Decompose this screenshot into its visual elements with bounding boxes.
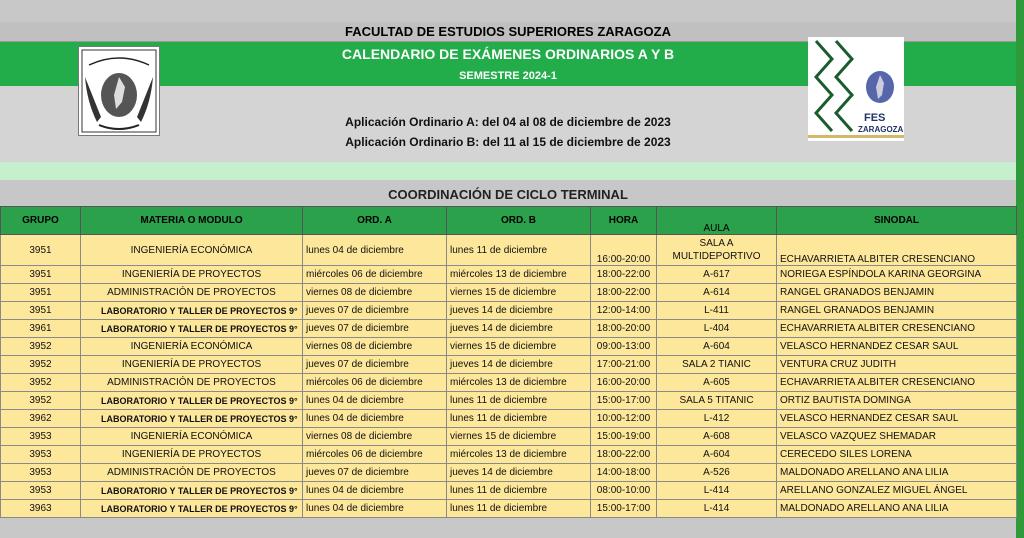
coordination-title: COORDINACIÓN DE CICLO TERMINAL [0,183,1016,205]
cell-sinodal[interactable]: ARELLANO GONZALEZ MIGUEL ÁNGEL [777,482,1017,500]
cell-ord-b[interactable]: viernes 15 de diciembre [447,338,591,356]
cell-aula[interactable]: A-604 [657,446,777,464]
cell-hora[interactable]: 15:00-19:00 [591,428,657,446]
cell-grupo[interactable]: 3961 [1,320,81,338]
cell-sinodal[interactable]: VELASCO HERNANDEZ CESAR SAUL [777,338,1017,356]
cell-aula[interactable]: A-526 [657,464,777,482]
cell-aula-line2: MULTIDEPORTIVO [672,251,761,262]
cell-ord-b[interactable]: jueves 14 de diciembre [447,320,591,338]
cell-hora[interactable]: 18:00-20:00 [591,320,657,338]
table-row [1,320,1017,338]
cell-hora[interactable]: 08:00-10:00 [591,482,657,500]
cell-materia[interactable]: INGENIERÍA DE PROYECTOS [81,356,303,374]
calendar-title: CALENDARIO DE EXÁMENES ORDINARIOS A Y B [0,42,1016,66]
table-row [1,428,1017,446]
cell-aula[interactable]: L-411 [657,302,777,320]
cell-ord-a[interactable]: jueves 07 de diciembre [303,356,447,374]
cell-hora[interactable]: 09:00-13:00 [591,338,657,356]
table-row [1,235,1017,266]
cell-ord-a[interactable]: lunes 04 de diciembre [303,235,447,266]
cell-aula[interactable]: A-614 [657,284,777,302]
cell-ord-b[interactable]: jueves 14 de diciembre [447,356,591,374]
cell-aula[interactable]: SALA 2 TIANIC [657,356,777,374]
cell-grupo[interactable]: 3951 [1,266,81,284]
cell-ord-b[interactable]: lunes 11 de diciembre [447,500,591,518]
cell-materia[interactable]: INGENIERÍA DE PROYECTOS [81,446,303,464]
col-sinodal: SINODAL [777,207,1017,235]
fes-text: FES [864,112,886,124]
cell-hora[interactable]: 17:00-21:00 [591,356,657,374]
cell-materia[interactable]: LABORATORIO Y TALLER DE PROYECTOS 9° [81,500,303,518]
cell-aula[interactable]: A-604 [657,338,777,356]
cell-sinodal[interactable]: MALDONADO ARELLANO ANA LILIA [777,464,1017,482]
cell-sinodal[interactable]: MALDONADO ARELLANO ANA LILIA [777,500,1017,518]
cell-hora[interactable]: 14:00-18:00 [591,464,657,482]
cell-grupo[interactable]: 3953 [1,428,81,446]
cell-aula[interactable]: L-412 [657,410,777,428]
cell-materia[interactable]: LABORATORIO Y TALLER DE PROYECTOS 9° [81,482,303,500]
exam-schedule-table [0,206,1017,518]
separator-band [0,162,1016,180]
cell-ord-a[interactable]: lunes 04 de diciembre [303,410,447,428]
cell-ord-b[interactable]: viernes 15 de diciembre [447,428,591,446]
col-ord-b: ORD. B [447,207,591,235]
cell-ord-a[interactable]: viernes 08 de diciembre [303,338,447,356]
cell-grupo[interactable]: 3951 [1,235,81,266]
table-row [1,356,1017,374]
application-a: Aplicación Ordinario A: del 04 al 08 de diciembre de 2023 [345,115,671,129]
table-row [1,284,1017,302]
table-row [1,464,1017,482]
cell-hora[interactable]: 16:00-20:00 [591,374,657,392]
cell-materia[interactable]: INGENIERÍA DE PROYECTOS [81,266,303,284]
cell-ord-b[interactable]: viernes 15 de diciembre [447,284,591,302]
cell-grupo[interactable]: 3951 [1,284,81,302]
cell-materia[interactable]: LABORATORIO Y TALLER DE PROYECTOS 9° [81,302,303,320]
cell-ord-b[interactable]: jueves 14 de diciembre [447,302,591,320]
cell-materia[interactable]: INGENIERÍA ECONÓMICA [81,235,303,266]
cell-sinodal[interactable]: RANGEL GRANADOS BENJAMIN [777,284,1017,302]
table-header-row [1,207,1017,235]
cell-aula[interactable]: SALA 5 TITANIC [657,392,777,410]
cell-hora[interactable]: 16:00-20:00 [591,235,657,266]
cell-materia[interactable]: ADMINISTRACIÓN DE PROYECTOS [81,464,303,482]
cell-ord-b[interactable]: lunes 11 de diciembre [447,410,591,428]
cell-ord-b[interactable]: jueves 14 de diciembre [447,464,591,482]
cell-aula-line1: SALA A [699,238,734,249]
cell-ord-b[interactable]: miércoles 13 de diciembre [447,446,591,464]
cell-ord-b[interactable]: miércoles 13 de diciembre [447,374,591,392]
cell-grupo[interactable]: 3953 [1,464,81,482]
cell-hora[interactable]: 18:00-22:00 [591,284,657,302]
cell-ord-a[interactable]: lunes 04 de diciembre [303,500,447,518]
table-row [1,374,1017,392]
cell-ord-a[interactable]: miércoles 06 de diciembre [303,374,447,392]
cell-ord-a[interactable]: jueves 07 de diciembre [303,320,447,338]
cell-aula[interactable]: A-608 [657,428,777,446]
cell-aula[interactable] [657,235,777,266]
zaragoza-text: ZARAGOZA [858,125,904,134]
cell-sinodal[interactable]: VELASCO HERNANDEZ CESAR SAUL [777,410,1017,428]
cell-hora[interactable]: 12:00-14:00 [591,302,657,320]
cell-sinodal[interactable]: ORTIZ BAUTISTA DOMINGA [777,392,1017,410]
cell-ord-b[interactable]: lunes 11 de diciembre [447,235,591,266]
cell-ord-a[interactable]: jueves 07 de diciembre [303,464,447,482]
cell-ord-b[interactable]: miércoles 13 de diciembre [447,266,591,284]
cell-sinodal[interactable]: VENTURA CRUZ JUDITH [777,356,1017,374]
cell-hora[interactable]: 18:00-22:00 [591,446,657,464]
cell-sinodal[interactable]: VELASCO VAZQUEZ SHEMADAR [777,428,1017,446]
cell-materia[interactable]: LABORATORIO Y TALLER DE PROYECTOS 9° [81,410,303,428]
cell-ord-b[interactable]: lunes 11 de diciembre [447,482,591,500]
col-materia: MATERIA O MODULO [81,207,303,235]
fes-zaragoza-logo [808,37,904,141]
table-row [1,338,1017,356]
cell-sinodal[interactable]: RANGEL GRANADOS BENJAMIN [777,302,1017,320]
cell-sinodal[interactable]: ECHAVARRIETA ALBITER CRESENCIANO [777,320,1017,338]
cell-grupo[interactable]: 3953 [1,446,81,464]
cell-materia[interactable]: LABORATORIO Y TALLER DE PROYECTOS 9° [81,392,303,410]
cell-materia[interactable]: ADMINISTRACIÓN DE PROYECTOS [81,284,303,302]
cell-aula[interactable]: A-617 [657,266,777,284]
cell-aula[interactable]: L-414 [657,482,777,500]
cell-ord-a[interactable]: miércoles 06 de diciembre [303,446,447,464]
cell-ord-a[interactable]: viernes 08 de diciembre [303,428,447,446]
col-grupo: GRUPO [1,207,81,235]
table-row [1,500,1017,518]
cell-hora[interactable]: 10:00-12:00 [591,410,657,428]
cell-materia[interactable]: LABORATORIO Y TALLER DE PROYECTOS 9° [81,320,303,338]
table-row [1,266,1017,284]
cell-ord-b[interactable]: lunes 11 de diciembre [447,392,591,410]
application-b: Aplicación Ordinario B: del 11 al 15 de diciembre de 2023 [345,135,671,149]
table-row [1,302,1017,320]
faculty-title: FACULTAD DE ESTUDIOS SUPERIORES ZARAGOZA [0,22,1016,42]
cell-ord-a[interactable]: lunes 04 de diciembre [303,482,447,500]
col-ord-a: ORD. A [303,207,447,235]
cell-materia[interactable]: INGENIERÍA ECONÓMICA [81,428,303,446]
cell-materia[interactable]: ADMINISTRACIÓN DE PROYECTOS [81,374,303,392]
cell-sinodal[interactable]: ECHAVARRIETA ALBITER CRESENCIANO [777,235,1017,266]
cell-ord-a[interactable]: miércoles 06 de diciembre [303,266,447,284]
cell-grupo[interactable]: 3952 [1,356,81,374]
cell-aula[interactable]: A-605 [657,374,777,392]
cell-hora[interactable]: 15:00-17:00 [591,392,657,410]
col-aula: AULA [657,207,777,235]
cell-ord-a[interactable]: viernes 08 de diciembre [303,284,447,302]
cell-grupo[interactable]: 3953 [1,482,81,500]
cell-aula[interactable]: L-404 [657,320,777,338]
cell-hora[interactable]: 15:00-17:00 [591,500,657,518]
semester-label: SEMESTRE 2024-1 [0,66,1016,86]
cell-grupo[interactable]: 3962 [1,410,81,428]
cell-materia[interactable]: INGENIERÍA ECONÓMICA [81,338,303,356]
cell-grupo[interactable]: 3952 [1,392,81,410]
cell-sinodal[interactable]: CERECEDO SILES LORENA [777,446,1017,464]
cell-ord-a[interactable]: jueves 07 de diciembre [303,302,447,320]
cell-grupo[interactable]: 3952 [1,374,81,392]
cell-sinodal[interactable]: NORIEGA ESPÍNDOLA KARINA GEORGINA [777,266,1017,284]
cell-hora[interactable]: 18:00-22:00 [591,266,657,284]
table-row [1,410,1017,428]
cell-aula[interactable]: L-414 [657,500,777,518]
table-row [1,446,1017,464]
cell-grupo[interactable]: 3951 [1,302,81,320]
unam-seal-logo [78,46,160,136]
cell-grupo[interactable]: 3963 [1,500,81,518]
cell-ord-a[interactable]: lunes 04 de diciembre [303,392,447,410]
table-row [1,392,1017,410]
table-row [1,482,1017,500]
col-hora: HORA [591,207,657,235]
cell-grupo[interactable]: 3952 [1,338,81,356]
cell-sinodal[interactable]: ECHAVARRIETA ALBITER CRESENCIANO [777,374,1017,392]
